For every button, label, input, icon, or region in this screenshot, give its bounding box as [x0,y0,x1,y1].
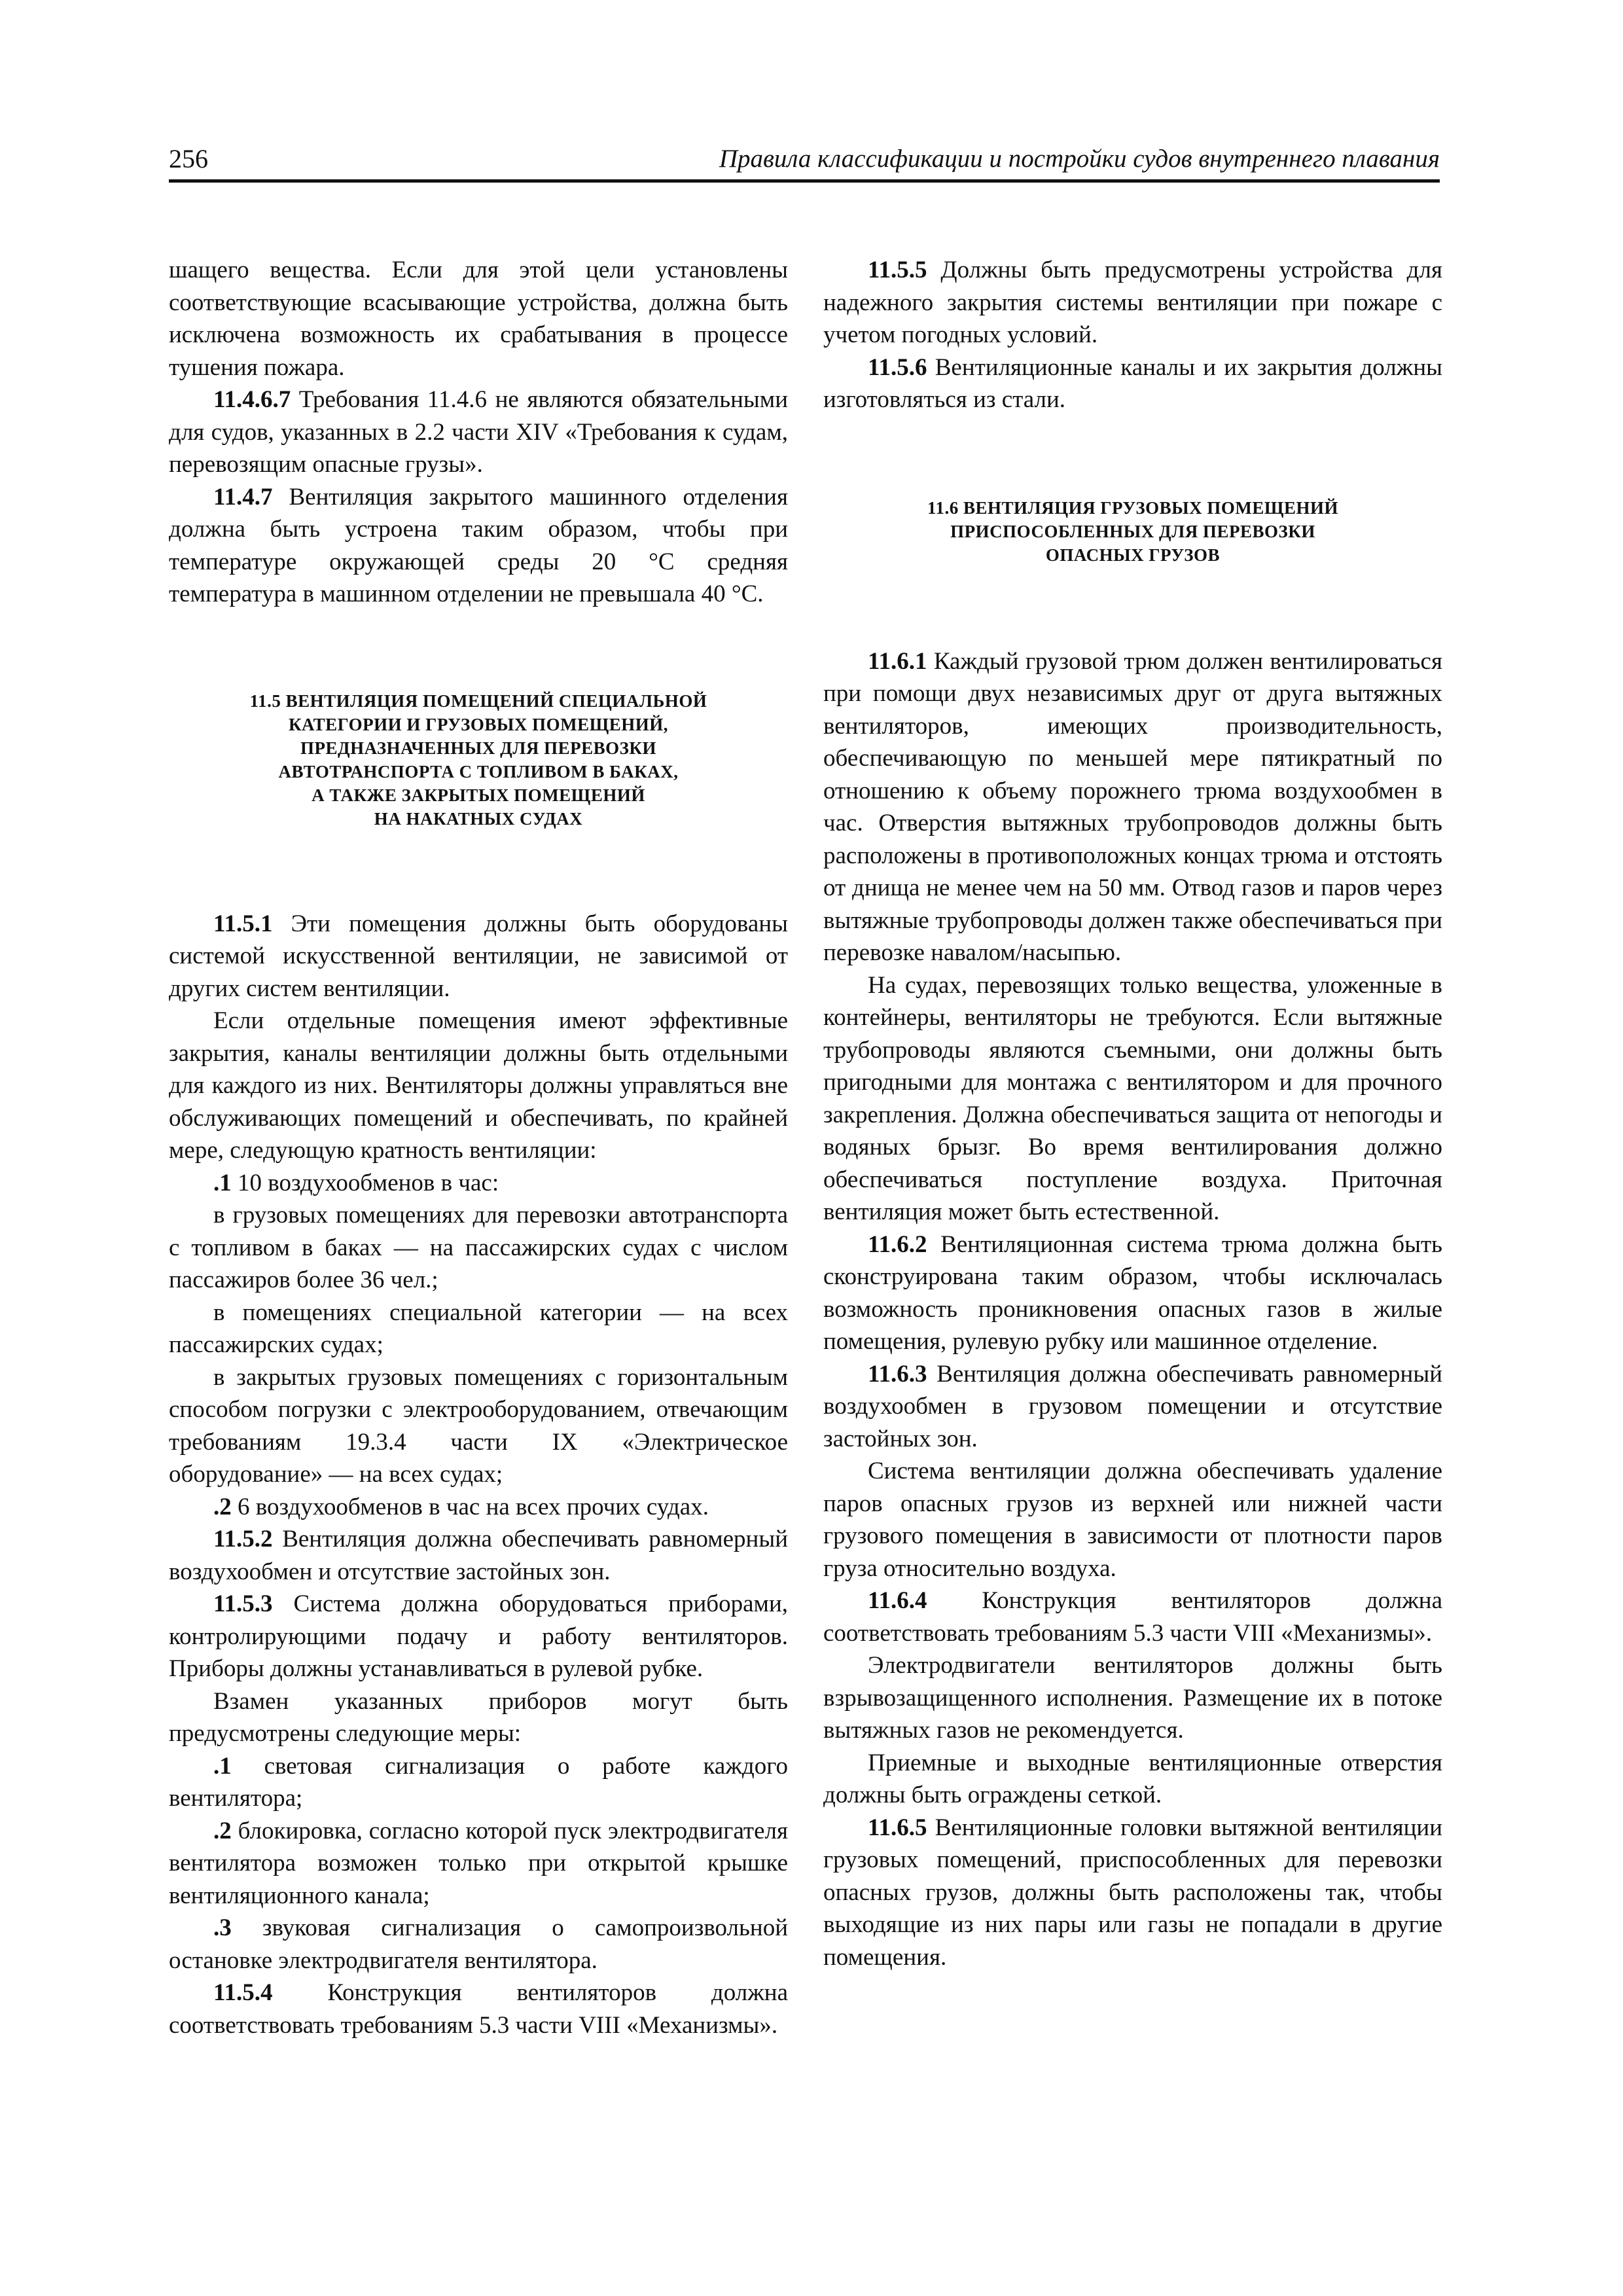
paragraph: 11.5.4 Конструкция вентиляторов должна соответствовать требованиям 5.3 части VIII «Механизмы». [169,1979,788,2039]
left-column [169,254,788,2041]
paragraph: 11.4.6.7 Требования 11.4.6 не являются обязательными для судов, указанных в 2.2 части XIV «Требования к судам, перевозящим опасные грузы». [169,386,788,478]
paragraph: 11.5.2 Вентиляция должна обеспечивать равномерный воздухообмен и отсутствие застойных зон. [169,1526,788,1585]
clause-number: 11.6.1 [868,647,927,675]
paragraph: 11.6.3 Вентиляция должна обеспечивать равномерный воздухообмен в грузовом помещении и отсутствие застойных зон. [823,1360,1442,1452]
list-item: .1 10 воздухообменов в час: [213,1169,499,1196]
paragraph: 11.5.5 Должны быть предусмотрены устройства для надежного закрытия системы вентиляции при пожаре с учетом погодных условий. [823,257,1442,348]
section-heading-11-6: 11.6 ВЕНТИЛЯЦИЯ ГРУЗОВЫХ ПОМЕЩЕНИЙ ПРИСПОСОБЛЕННЫХ ДЛЯ ПЕРЕВОЗКИ ОПАСНЫХ ГРУЗОВ [927,497,1339,565]
paragraph: 11.5.3 Система должна оборудоваться приборами, контролирующими подачу и работу вентиляторов. Приборы должны устанавливаться в рулевой рубке. [169,1590,788,1682]
clause-number: 11.5.6 [868,353,927,381]
paragraph: в закрытых грузовых помещениях с горизонтальным способом погрузки с электрооборудованием, отвечающим требованиям 19.3.4 части IX «Электрическое оборудование» — на всех судах; [169,1363,788,1488]
paragraph: 11.6.4 Конструкция вентиляторов должна соответствовать требованиям 5.3 части VIII «Механизмы». [823,1587,1442,1647]
paragraph: 11.6.2 Вентиляционная система трюма должна быть сконструирована таким образом, чтобы исключалась возможность проникновения опасных газов в жилые помещения, рулевую рубку или машинное отделение. [823,1230,1442,1355]
clause-number: 11.5.2 [213,1526,273,1552]
clause-number: 11.4.7 [213,483,273,511]
paragraph: 11.4.7 Вентиляция закрытого машинного отделения должна быть устроена таким образом, чтобы при температуре окружающей среды 20 °С средняя температура в машинном отделении не превышала 40 °С. [169,483,788,607]
clause-number: 11.5.1 [213,910,273,937]
paragraph: 11.6.1 Каждый грузовой трюм должен вентилироваться при помощи двух независимых друг от друга вытяжных вентиляторов, имеющих производительность, обеспечивающую по меньшей мере пятикратный по отношению к объему порожнего трюма воздухообмен в час. Отверстия вытяжных трубопроводов должны быть расположены в противоположных концах трюма и отстоять от днища не менее чем на 50 мм. Отвод газов и паров через вытяжные трубопроводы должен также обеспечиваться при перевозке навалом/насыпью. [823,647,1442,966]
list-number: .1 [213,1752,232,1780]
clause-number: 11.6.4 [868,1587,927,1614]
list-item: .2 6 воздухообменов в час на всех прочих судах. [213,1493,709,1520]
paragraph: шащего вещества. Если для этой цели установлены соответствующие всасывающие устройства, должна быть исключена возможность их срабатывания в процессе тушения пожара. [169,257,788,381]
clause-number: 11.6.5 [868,1814,927,1841]
list-number: .2 [213,1493,232,1520]
list-number: .3 [213,1914,232,1941]
right-column [823,254,1442,1973]
paragraph: в грузовых помещениях для перевозки автотранспорта с топливом в баках — на пассажирских судах с числом пассажиров более 36 чел.; [169,1202,788,1293]
section-heading-11-5: 11.5 ВЕНТИЛЯЦИЯ ПОМЕЩЕНИЙ СПЕЦИАЛЬНОЙ КАТЕГОРИИ И ГРУЗОВЫХ ПОМЕЩЕНИЙ, ПРЕДНАЗНАЧЕННЫХ ДЛЯ ПЕРЕВОЗКИ АВТОТРАНСПОРТА С ТОПЛИВОМ В БАКАХ, А ТАКЖЕ ЗАКРЫТЫХ ПОМЕЩЕНИЙ НА НАКАТНЫХ СУДАХ [249,691,707,829]
clause-number: 11.6.2 [868,1230,927,1258]
list-number: .1 [213,1169,232,1196]
page-header [169,143,1440,183]
list-item: .2 блокировка, согласно которой пуск электродвигателя вентилятора возможен только при открытой крышке вентиляционного канала; [169,1817,788,1909]
running-title: Правила классификации и постройки судов внутреннего плавания [719,145,1440,173]
clause-number: 11.6.3 [868,1360,927,1388]
paragraph: 11.5.6 Вентиляционные каналы и их закрытия должны изготовляться из стали. [823,353,1442,413]
paragraph: 11.6.5 Вентиляционные головки вытяжной вентиляции грузовых помещений, приспособленных для перевозки опасных грузов, должны быть расположены так, чтобы выходящие из них пары или газы не попадали в другие помещения. [823,1814,1442,1971]
list-item: .1 световая сигнализация о работе каждого вентилятора; [169,1752,788,1812]
paragraph: Система вентиляции должна обеспечивать удаление паров опасных грузов из верхней или нижней части грузового помещения в зависимости от плотности паров груза относительно воздуха. [823,1458,1442,1582]
clause-number: 11.5.5 [868,257,927,283]
clause-number: 11.5.3 [213,1590,273,1617]
clause-number: 11.5.4 [213,1979,273,2006]
list-item: .3 звуковая сигнализация о самопроизвольной остановке электродвигателя вентилятора. [169,1914,788,1974]
paragraph: Приемные и выходные вентиляционные отверстия должны быть ограждены сеткой. [823,1749,1442,1808]
paragraph: Если отдельные помещения имеют эффективные закрытия, каналы вентиляции должны быть отдельными для каждого из них. Вентиляторы должны управляться вне обслуживающих помещений и обеспечивать, по крайней мере, следующую кратность вентиляции: [169,1007,788,1164]
page-number: 256 [169,144,208,173]
clause-number: 11.4.6.7 [213,386,291,413]
paragraph: 11.5.1 Эти помещения должны быть оборудованы системой искусственной вентиляции, не зависимой от других систем вентиляции. [169,910,788,1002]
list-number: .2 [213,1817,232,1844]
paragraph: Электродвигатели вентиляторов должны быть взрывозащищенного исполнения. Размещение их в потоке вытяжных газов не рекомендуется. [823,1652,1442,1744]
paragraph: в помещениях специальной категории — на всех пассажирских судах; [169,1299,788,1358]
paragraph: На судах, перевозящих только вещества, уложенные в контейнеры, вентиляторы не требуются. Если вытяжные трубопроводы являются съемными, они должны быть пригодными для монтажа с вентилятором и для прочного закрепления. Должна обеспечиваться защита от непогоды и водяных брызг. Во время вентилирования должно обеспечиваться поступление воздуха. Приточная вентиляция может быть естественной. [823,971,1442,1225]
paragraph: Взамен указанных приборов могут быть предусмотрены следующие меры: [169,1687,788,1747]
